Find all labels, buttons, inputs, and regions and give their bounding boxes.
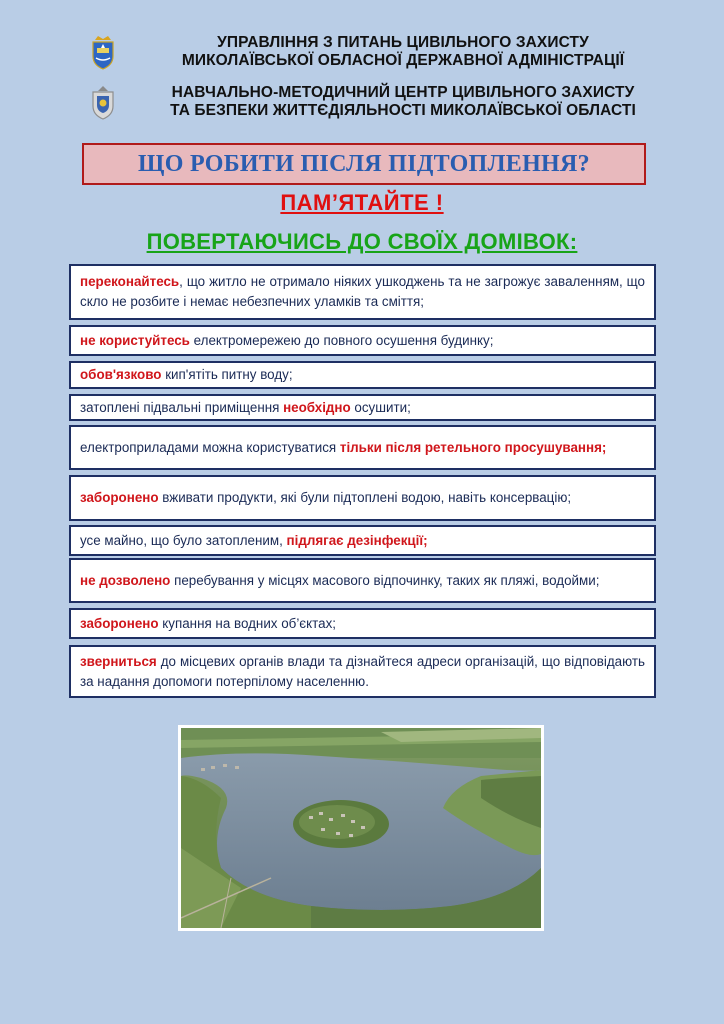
civil-protection-emblem-icon: [90, 84, 116, 120]
regional-coat-of-arms-icon: [90, 34, 116, 70]
org1-line2: МИКОЛАЇВСЬКОЇ ОБЛАСНОЇ ДЕРЖАВНОЇ АДМІНІСТРАЦІЇ: [181, 52, 625, 69]
remember-heading: ПАМ’ЯТАЙТЕ !: [280, 190, 444, 215]
item-emphasis: зверниться: [80, 653, 157, 669]
org-header-1: [90, 34, 690, 70]
list-item: зверниться до місцевих органів влади та дізнайтеся адреси організацій, що відповідають за надання допомоги потерпілому населенню.: [69, 645, 656, 698]
list-item: заборонено вживати продукти, які були підтоплені водою, навіть консервацію;: [69, 475, 656, 521]
item-emphasis: заборонено: [80, 490, 159, 505]
org2-line2: ТА БЕЗПЕКИ ЖИТТЄДІЯЛЬНОСТІ МИКОЛАЇВСЬКОЇ ОБЛАСТІ: [170, 102, 636, 119]
item-emphasis: не дозволено: [80, 572, 171, 588]
list-item: обов'язково кип'ятіть питну воду;: [69, 361, 656, 389]
org2-line1: НАВЧАЛЬНО-МЕТОДИЧНИЙ ЦЕНТР ЦИВІЛЬНОГО ЗАХИСТУ: [171, 84, 635, 101]
item-emphasis: обов'язково: [80, 367, 162, 382]
list-item: затоплені підвальні приміщення необхідно осушити;: [69, 394, 656, 421]
item-emphasis: заборонено: [80, 615, 159, 631]
item-emphasis: підлягає дезінфекції;: [286, 532, 428, 548]
list-item: усе майно, що було затопленим, підлягає дезінфекції;: [69, 525, 656, 556]
item-emphasis: тільки після ретельного просушування;: [339, 439, 607, 455]
page-title: ЩО РОБИТИ ПІСЛЯ ПІДТОПЛЕННЯ?: [82, 143, 646, 185]
list-item: електроприладами можна користуватися тільки після ретельного просушування;: [69, 425, 656, 470]
item-emphasis: необхідно: [283, 399, 351, 415]
list-item: не користуйтесь електромережею до повного осушення будинку;: [69, 325, 656, 356]
org-header-2: [90, 84, 690, 120]
returning-heading: ПОВЕРТАЮЧИСЬ ДО СВОЇХ ДОМІВОК:: [146, 229, 578, 254]
list-item: заборонено купання на водних об’єктах;: [69, 608, 656, 639]
list-item: переконайтесь, що житло не отримало ніяких ушкоджень та не загрожує завaленням, що скло не розбите і немає небезпечних уламків та сміття;: [69, 264, 656, 320]
flood-aerial-photo: [178, 725, 544, 931]
item-emphasis: переконайтесь: [80, 274, 180, 289]
org1-line1: УПРАВЛІННЯ З ПИТАНЬ ЦИВІЛЬНОГО ЗАХИСТУ: [217, 34, 589, 51]
item-emphasis: не користуйтесь: [80, 332, 190, 348]
list-item: не дозволено перебування у місцях масового відпочинку, таких як пляжі, водойми;: [69, 558, 656, 603]
